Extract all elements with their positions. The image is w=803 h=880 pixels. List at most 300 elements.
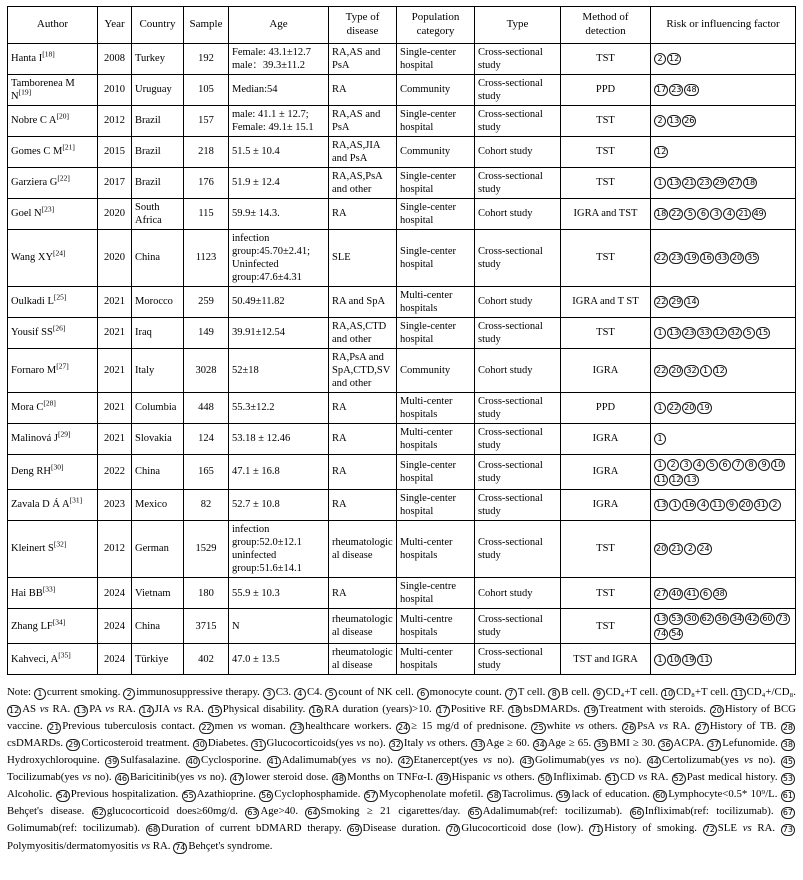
cell-sample: 82 <box>184 489 229 520</box>
vs-italic: vs <box>659 720 669 733</box>
factor-badge: 2 <box>654 53 666 65</box>
cell-country: Italy <box>132 348 184 392</box>
note-factor-badge: 66 <box>631 808 642 818</box>
table-row <box>8 578 796 609</box>
note-factor-badge: 21 <box>49 723 60 733</box>
cell-study_type: Cross-sectional study <box>475 644 561 675</box>
table-row <box>8 348 796 392</box>
note-factor-badge: 46 <box>116 774 128 784</box>
cell-factors <box>651 167 796 198</box>
factor-badge: 27 <box>656 588 667 598</box>
cell-sample: 259 <box>184 286 229 317</box>
factor-badge: 12 <box>669 54 680 64</box>
factor-badge: 13 <box>656 614 667 624</box>
table-row <box>8 454 796 489</box>
cell-factors <box>651 229 796 286</box>
table-row <box>8 423 796 454</box>
cell-country: China <box>132 454 184 489</box>
note-factor-badge: 53 <box>782 774 794 784</box>
note-factor-badge: 23 <box>292 723 303 733</box>
vs-italic: vs <box>638 771 648 784</box>
note-factor-badge: 1 <box>34 688 46 700</box>
cell-factors <box>651 317 796 348</box>
cell-country: China <box>132 229 184 286</box>
reference-superscript: [22] <box>57 173 70 183</box>
factor-badge: 6 <box>700 588 712 600</box>
factor-badge: 22 <box>656 253 667 263</box>
cell-study_type: Cohort study <box>475 348 561 392</box>
cell-method: TST and IGRA <box>561 644 651 675</box>
cell-disease: RA <box>329 423 397 454</box>
cell-factors <box>651 520 796 577</box>
factor-badge: 1 <box>654 327 666 339</box>
cell-author: Malinová J[29] <box>8 423 98 454</box>
header-row <box>8 7 796 44</box>
cell-country: Slovakia <box>132 423 184 454</box>
factor-badge: 27 <box>729 178 740 188</box>
cell-age: N <box>229 609 329 644</box>
factor-badge: 16 <box>684 500 695 510</box>
factor-badge: 13 <box>669 328 680 338</box>
cell-disease: RA,AS,PsA and other <box>329 167 397 198</box>
table-row <box>8 43 796 74</box>
factor-badge: 7 <box>732 459 744 471</box>
note-factor-badge: 54 <box>57 791 68 801</box>
cell-sample: 3715 <box>184 609 229 644</box>
cell-disease: RA <box>329 454 397 489</box>
cell-study_type: Cohort study <box>475 286 561 317</box>
note-factor-badge: 32 <box>390 740 401 750</box>
note-factor-badge: 59 <box>558 791 569 801</box>
cell-factors <box>651 423 796 454</box>
cell-factors <box>651 609 796 644</box>
cell-disease: RA,AS,CTD and other <box>329 317 397 348</box>
note-factor-badge: 51 <box>606 774 617 784</box>
factor-badge: 18 <box>744 178 756 188</box>
note-factor-badge: 18 <box>510 706 521 716</box>
note-factor-badge: 2 <box>123 688 135 700</box>
cell-study_type: Cohort study <box>475 578 561 609</box>
reference-superscript: [26] <box>52 323 66 333</box>
factor-badge: 35 <box>747 253 758 263</box>
cell-author: Goel N[23] <box>8 198 98 229</box>
cell-year: 2024 <box>98 609 132 644</box>
factor-badge: 49 <box>753 209 764 219</box>
cell-author: Hai BB[33] <box>8 578 98 609</box>
cell-sample: 402 <box>184 644 229 675</box>
cell-factors <box>651 644 796 675</box>
note-factor-badge: 7 <box>505 688 517 700</box>
cell-population: Single-center hospital <box>397 317 475 348</box>
note-factor-badge: 72 <box>704 825 715 835</box>
note-factor-badge: 14 <box>141 706 152 716</box>
cell-country: China <box>132 609 184 644</box>
cell-study_type: Cross-sectional study <box>475 43 561 74</box>
factor-badge: 32 <box>729 328 740 338</box>
factor-badge: 20 <box>671 365 682 375</box>
cell-author: Tamborenea M N[19] <box>8 74 98 105</box>
vs-italic: vs <box>237 720 247 733</box>
cell-year: 2021 <box>98 423 132 454</box>
factor-badge: 23 <box>671 85 682 95</box>
note-factor-badge: 63 <box>247 808 258 818</box>
note-factor-badge: 10 <box>662 689 674 699</box>
factor-badge: 24 <box>699 544 710 554</box>
note-factor-badge: 60 <box>655 791 666 801</box>
factor-badge: 13 <box>669 116 680 126</box>
factor-badge: 21 <box>684 178 695 188</box>
factor-badge: 33 <box>716 253 727 263</box>
table-row <box>8 167 796 198</box>
note-factor-badge: 5 <box>325 688 337 700</box>
vs-italic: vs <box>82 771 92 784</box>
cell-study_type: Cohort study <box>475 136 561 167</box>
factor-badge: 6 <box>697 208 709 220</box>
cell-sample: 105 <box>184 74 229 105</box>
note-factor-badge: 13 <box>76 706 87 716</box>
factor-badge: 4 <box>723 208 735 220</box>
factor-badge: 18 <box>656 209 667 219</box>
factor-badge: 6 <box>719 459 731 471</box>
cell-age: 50.49±11.82 <box>229 286 329 317</box>
note-factor-badge: 73 <box>782 825 793 835</box>
note-factor-badge: 43 <box>521 757 532 767</box>
factor-badge: 31 <box>755 500 766 510</box>
note-factor-badge: 50 <box>540 774 551 784</box>
cell-sample: 157 <box>184 105 229 136</box>
factor-badge: 2 <box>654 115 666 127</box>
cell-year: 2021 <box>98 286 132 317</box>
reference-superscript: [33] <box>42 584 56 594</box>
cell-author: Deng RH[30] <box>8 454 98 489</box>
table-row <box>8 317 796 348</box>
cell-method: TST <box>561 167 651 198</box>
cell-factors <box>651 198 796 229</box>
reference-superscript: [18] <box>42 49 55 59</box>
factor-badge: 62 <box>701 614 712 624</box>
note-factor-badge: 25 <box>533 723 544 733</box>
factor-badge: 2 <box>667 459 679 471</box>
note-factor-badge: 12 <box>9 706 20 716</box>
note-factor-badge: 56 <box>261 791 272 801</box>
cell-method: TST <box>561 609 651 644</box>
factor-badge: 11 <box>699 654 710 664</box>
vs-italic: vs <box>39 703 49 716</box>
factor-badge: 54 <box>671 629 682 639</box>
cell-population: Single-center hospital <box>397 43 475 74</box>
note-factor-badge: 52 <box>673 774 684 784</box>
factor-badge: 4 <box>693 459 705 471</box>
factor-badge: 1 <box>654 654 666 666</box>
cell-study_type: Cross-sectional study <box>475 454 561 489</box>
cell-country: Morocco <box>132 286 184 317</box>
cell-author: Hanta I[18] <box>8 43 98 74</box>
note-factor-badge: 67 <box>782 808 794 818</box>
cell-author: Mora C[28] <box>8 392 98 423</box>
cell-method: PPD <box>561 392 651 423</box>
table-row <box>8 392 796 423</box>
cell-author: Kahveci, A[35] <box>8 644 98 675</box>
table-row <box>8 286 796 317</box>
cell-factors <box>651 105 796 136</box>
cell-author: Nobre C A[20] <box>8 105 98 136</box>
cell-sample: 165 <box>184 454 229 489</box>
cell-sample: 176 <box>184 167 229 198</box>
cell-year: 2010 <box>98 74 132 105</box>
cell-population: Single-center hospital <box>397 489 475 520</box>
note-paragraph: Note: 1 current smoking. 2 immunosuppressive therapy. 3 C3. 4 C4. 5 count of NK cell. 6 monocyte count. 7 T cell. 8 B cell. 9 CD₄+T cell. 10 CD₈+T cell. 11 CD₄+/CD₈. 12 AS vs RA. 13 PA vs RA. 14 JIA vs RA. 15 Physical disability. 16 RA duration (years)>10. 17 Positive RF. 18 bsDMARDs. 19 Treatment with steroids. 20 History of BCG vaccine. 21 Previous tuberculosis contact. 22 men vs woman. 23 healthcare workers. 24 ≥ 15 mg/d of prednisone. 25 white vs others. 26 PsA vs RA. 27 History of TB. 28csDMARDs. 29 Corticosteroid treatment. 30 Diabetes. 31 Glucocorticoids(yes vs no). 32 Italy vs others. 33 Age ≥ 60. 34 Age ≥ 65. 35 BMI ≥ 30. 36 ACPA. 37 Lefunomide. 38Hydroxychloroquine. 39 Sulfasalazine. 40 Cyclosporine. 41 Adalimumab(yes vs no). 42 Etanercept(yes vs no). 43 Golimumab(yes vs no). 44 Certolizumab(yes vs no). 45Tocilizumab(yes vs no). 46 Baricitinib(yes vs no). 47 lower steroid dose. 48 Months on TNFα-I. 49 Hispanic vs others. 50 Infliximab. 51 CD vs RA. 52 Past medical history. 53Alcoholic. 54 Previous hospitalization. 55 Azathioprine. 56 Cyclophosphamide. 57 Mycophenolate mofetil. 58 Tacrolimus. 59 lack of education. 60 Lymphocyte<0.5* 10⁹/L. 61Behçet's disease. 62 glucocorticoid does≥60mg/d. 63 Age>40. 64 Smoking ≥ 21 cigarettes/day. 65 Adalimumab(ref: tocilizumab). 66 Infliximab(ref: tocilizumab). 67Golimumab(ref: tocilizumab). 68 Duration of current bDMARD therapy. 69 Disease duration. 70 Glucocorticoid dose (low). 71 History of smoking. 72 SLE vs RA. 73Polymyositis/dermatomyositis vs RA. 74 Behçet's syndrome. <box>7 686 796 852</box>
note-factor-badge: 44 <box>648 757 659 767</box>
cell-factors <box>651 454 796 489</box>
cell-country: Brazil <box>132 105 184 136</box>
factor-badge: 22 <box>669 403 680 413</box>
cell-study_type: Cross-sectional study <box>475 392 561 423</box>
table-row <box>8 609 796 644</box>
cell-disease: rheumatological disease <box>329 644 397 675</box>
factor-badge: 29 <box>714 178 725 188</box>
note-factor-badge: 71 <box>591 825 602 835</box>
cell-disease: RA <box>329 578 397 609</box>
reference-superscript: [25] <box>53 292 67 302</box>
cell-year: 2022 <box>98 454 132 489</box>
column-header: Method of detection <box>561 7 651 44</box>
cell-year: 2012 <box>98 520 132 577</box>
cell-sample: 218 <box>184 136 229 167</box>
column-header: Risk or influencing factor <box>651 7 796 44</box>
cell-year: 2024 <box>98 578 132 609</box>
factor-badge: 12 <box>714 328 725 338</box>
note-factor-badge: 55 <box>183 791 194 801</box>
note-factor-badge: 29 <box>68 740 79 750</box>
vs-italic: vs <box>742 822 752 835</box>
factor-badge: 17 <box>656 85 667 95</box>
factor-badge: 20 <box>740 500 751 510</box>
factor-badge: 1 <box>654 433 666 445</box>
column-header: Type of disease <box>329 7 397 44</box>
factor-badge: 38 <box>714 588 725 598</box>
cell-year: 2021 <box>98 392 132 423</box>
factor-badge: 23 <box>684 328 695 338</box>
cell-factors <box>651 43 796 74</box>
reference-superscript: [34] <box>52 617 66 627</box>
cell-author: Zavala D Á A[31] <box>8 489 98 520</box>
cell-sample: 1529 <box>184 520 229 577</box>
cell-factors <box>651 578 796 609</box>
cell-study_type: Cross-sectional study <box>475 489 561 520</box>
reference-superscript: [27] <box>56 361 69 371</box>
cell-country: Brazil <box>132 136 184 167</box>
factor-badge: 3 <box>710 208 722 220</box>
note-factor-badge: 20 <box>711 706 722 716</box>
note-factor-badge: 6 <box>417 688 429 700</box>
factor-badge: 12 <box>656 147 667 157</box>
cell-sample: 192 <box>184 43 229 74</box>
note-factor-badge: 36 <box>660 740 671 750</box>
cell-country: Turkey <box>132 43 184 74</box>
factor-badge: 34 <box>731 614 743 624</box>
cell-age: 59.9± 14.3. <box>229 198 329 229</box>
cell-sample: 3028 <box>184 348 229 392</box>
cell-disease: RA,PsA and SpA,CTD,SV and other <box>329 348 397 392</box>
note-factor-badge: 45 <box>782 757 793 767</box>
cell-factors <box>651 489 796 520</box>
cell-study_type: Cross-sectional study <box>475 520 561 577</box>
studies-table-body <box>8 43 796 675</box>
cell-population: Multi-center hospitals <box>397 286 475 317</box>
cell-country: Türkiye <box>132 644 184 675</box>
factor-badge: 1 <box>654 402 666 414</box>
factor-badge: 1 <box>654 177 666 189</box>
cell-country: Iraq <box>132 317 184 348</box>
cell-year: 2020 <box>98 198 132 229</box>
cell-sample: 448 <box>184 392 229 423</box>
factor-badge: 2 <box>684 543 696 555</box>
reference-superscript: [21] <box>62 142 75 152</box>
cell-country: Uruguay <box>132 74 184 105</box>
note-factor-badge: 58 <box>488 791 499 801</box>
cell-population: Multi-center hospitals <box>397 423 475 454</box>
studies-table <box>7 6 796 675</box>
table-row <box>8 229 796 286</box>
note-factor-badge: 27 <box>696 723 707 733</box>
table-row <box>8 198 796 229</box>
cell-country: Columbia <box>132 392 184 423</box>
factor-badge: 74 <box>656 629 667 639</box>
note-factor-badge: 42 <box>400 757 411 767</box>
note-factor-badge: 65 <box>469 808 480 818</box>
factor-badge: 5 <box>706 459 718 471</box>
reference-superscript: [32] <box>53 539 67 549</box>
cell-method: IGRA and T ST <box>561 286 651 317</box>
factor-badge: 40 <box>671 588 682 598</box>
cell-study_type: Cohort study <box>475 198 561 229</box>
column-header: Age <box>229 7 329 44</box>
cell-age: 52±18 <box>229 348 329 392</box>
note-factor-badge: 26 <box>623 723 635 733</box>
note-factor-badge: 9 <box>593 688 605 700</box>
cell-age: 53.18 ± 12.46 <box>229 423 329 454</box>
factor-badge: 8 <box>745 459 757 471</box>
factor-badge: 5 <box>743 327 755 339</box>
cell-age: 55.3±12.2 <box>229 392 329 423</box>
vs-italic: vs <box>197 771 207 784</box>
note-factor-badge: 69 <box>349 825 360 835</box>
factor-badge: 29 <box>671 297 682 307</box>
factor-badge: 42 <box>747 614 758 624</box>
cell-method: PPD <box>561 74 651 105</box>
cell-age: 52.7 ± 10.8 <box>229 489 329 520</box>
factor-badge: 11 <box>656 474 667 484</box>
column-header: Author <box>8 7 98 44</box>
cell-method: TST <box>561 105 651 136</box>
cell-country: Vietnam <box>132 578 184 609</box>
cell-population: Community <box>397 136 475 167</box>
cell-population: Single-center hospital <box>397 454 475 489</box>
factor-badge: 26 <box>684 116 695 126</box>
factor-badge: 22 <box>656 365 667 375</box>
note-factor-badge: 39 <box>107 757 118 767</box>
note-factor-badge: 61 <box>782 791 793 801</box>
cell-author: Zhang LF[34] <box>8 609 98 644</box>
factor-badge: 15 <box>757 328 769 338</box>
cell-sample: 1123 <box>184 229 229 286</box>
factor-badge: 20 <box>731 253 743 263</box>
cell-factors <box>651 74 796 105</box>
cell-study_type: Cross-sectional study <box>475 105 561 136</box>
cell-population: Community <box>397 74 475 105</box>
cell-disease: RA,AS and PsA <box>329 43 397 74</box>
reference-superscript: [24] <box>53 248 66 258</box>
cell-disease: RA <box>329 74 397 105</box>
factor-badge: 3 <box>680 459 692 471</box>
cell-method: IGRA <box>561 423 651 454</box>
cell-year: 2012 <box>98 105 132 136</box>
column-header: Population category <box>397 7 475 44</box>
cell-age: male: 41.1 ± 12.7; Female: 49.1± 15.1 <box>229 105 329 136</box>
cell-study_type: Cross-sectional study <box>475 229 561 286</box>
cell-age: infection group:52.0±12.1 uninfected group:51.6±14.1 <box>229 520 329 577</box>
factor-badge: 30 <box>686 614 697 624</box>
cell-method: TST <box>561 578 651 609</box>
cell-method: IGRA and TST <box>561 198 651 229</box>
cell-disease: RA <box>329 198 397 229</box>
cell-disease: RA <box>329 392 397 423</box>
note-factor-badge: 68 <box>147 825 158 835</box>
factor-badge: 1 <box>654 459 666 471</box>
cell-disease: rheumatological disease <box>329 609 397 644</box>
note-factor-badge: 17 <box>437 706 448 716</box>
cell-population: Single-centre hospital <box>397 578 475 609</box>
factor-badge: 36 <box>716 614 727 624</box>
note-factor-badge: 48 <box>333 774 344 784</box>
cell-age: 51.5 ± 10.4 <box>229 136 329 167</box>
reference-superscript: [19] <box>18 87 32 97</box>
note-factor-badge: 11 <box>733 689 744 699</box>
table-row <box>8 105 796 136</box>
vs-italic: vs <box>426 737 436 750</box>
cell-population: Multi-centre hospitals <box>397 609 475 644</box>
cell-disease: SLE <box>329 229 397 286</box>
factor-badge: 1 <box>669 499 681 511</box>
cell-year: 2023 <box>98 489 132 520</box>
table-row <box>8 74 796 105</box>
cell-author: Yousif SS[26] <box>8 317 98 348</box>
reference-superscript: [30] <box>50 462 64 472</box>
factor-badge: 4 <box>697 499 709 511</box>
factor-badge: 11 <box>712 500 723 510</box>
cell-disease: RA,AS and PsA <box>329 105 397 136</box>
cell-year: 2024 <box>98 644 132 675</box>
note-factor-badge: 16 <box>311 706 322 716</box>
cell-age: infection group:45.70±2.41; Uninfected group:47.6±4.31 <box>229 229 329 286</box>
cell-study_type: Cross-sectional study <box>475 423 561 454</box>
cell-method: IGRA <box>561 454 651 489</box>
note-factor-badge: 40 <box>187 757 198 767</box>
table-row <box>8 644 796 675</box>
cell-study_type: Cross-sectional study <box>475 317 561 348</box>
cell-year: 2021 <box>98 317 132 348</box>
factor-badge: 13 <box>669 178 680 188</box>
factor-badge: 5 <box>684 208 696 220</box>
factor-badge: 21 <box>738 209 749 219</box>
note-factor-badge: 64 <box>307 808 318 818</box>
vs-italic: vs <box>361 754 371 767</box>
cell-method: TST <box>561 317 651 348</box>
cell-population: Community <box>397 348 475 392</box>
cell-age: 47.1 ± 16.8 <box>229 454 329 489</box>
factor-badge: 23 <box>699 178 710 188</box>
cell-disease: rheumatological disease <box>329 520 397 577</box>
